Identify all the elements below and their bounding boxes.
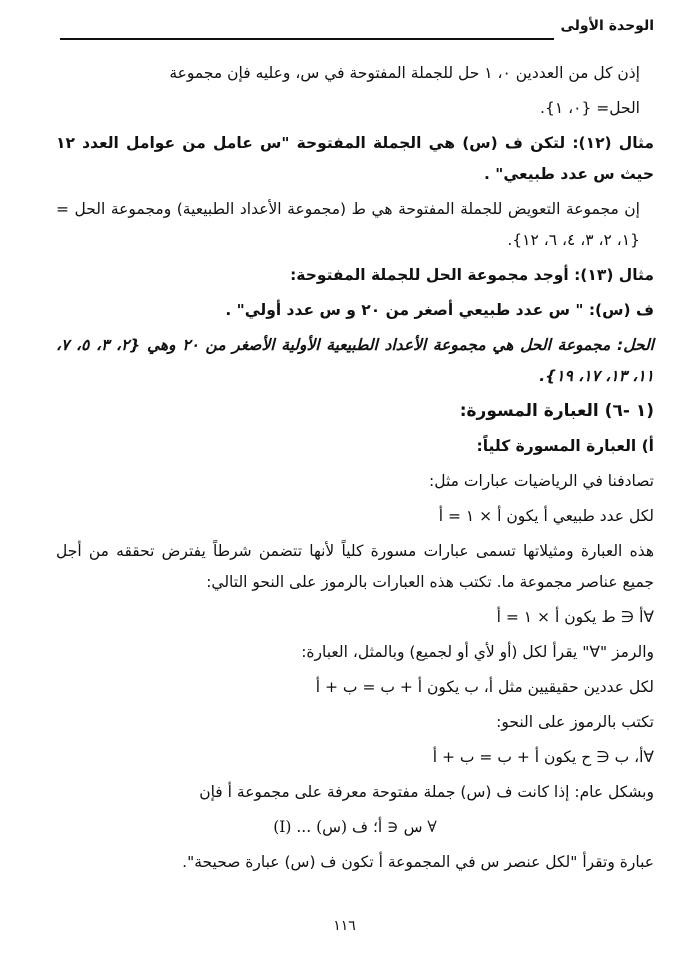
math-statement-1: لكل عدد طبيعي أ يكون أ × ١ = أ [438,507,654,525]
subsection-heading: أ) العبارة المسورة كلياً: [476,437,654,455]
open-sentence: ف (س): " س عدد طبيعي أصغر من ٢٠ و س عدد أولي" . [225,301,654,319]
example-13: مثال (١٣): أوجد مجموعة الحل للجملة المفتوحة: [290,266,654,284]
page-header [60,18,654,44]
math-statement-5: ∀ س ∈ أ؛ ف (س) ... (I) [273,818,437,836]
text-line-7: تكتب بالرموز على النحو: [496,713,654,731]
math-statement-4: ∀أ، ب ∈ ح يكون أ + ب = ب + أ [432,748,654,766]
math-statement-3: لكل عددين حقيقيين مثل أ، ب يكون أ + ب = ب + أ [315,678,654,696]
text-line-4: تصادفنا في الرياضيات عبارات مثل: [429,472,654,490]
text-line-8: وبشكل عام: إذا كانت ف (س) جملة مفتوحة معرفة على مجموعة أ فإن [199,783,654,801]
unit-title: الوحدة الأولى [560,18,654,34]
text-line-5: هذه العبارة ومثيلاتها تسمى عبارات مسورة كلياً لأنها تتضمن شرطاً يفترض تحققه من أجل جميع عناصر مجموعة ما. تكتب هذه العبارات بالرموز على النحو التالي: [56,542,654,591]
text-line-2: الحل= {٠، ١}. [540,99,640,117]
text-line-1: إذن كل من العددين ٠، ١ حل للجملة المفتوحة في س، وعليه فإن مجموعة [169,64,640,82]
page-body [56,58,654,882]
header-rule [60,38,554,40]
page-number: ١١٦ [333,918,356,934]
text-line-9: عبارة وتقرأ "لكل عنصر س في المجموعة أ تكون ف (س) عبارة صحيحة". [182,853,654,871]
text-line-6: والرمز "∀" يقرأ لكل (أو لأي أو لجميع) وبالمثل، العبارة: [301,643,654,661]
text-line-3: إن مجموعة التعويض للجملة المفتوحة هي ط (مجموعة الأعداد الطبيعية) ومجموعة الحل = {١، ٢، ٣، ٤، ٦، ١٢}. [56,200,640,249]
section-heading: (١ -٦) العبارة المسورة: [459,401,654,421]
math-statement-2: ∀أ ∈ ط يكون أ × ١ = أ [496,608,654,626]
solution-paragraph: الحل: مجموعة الحل هي مجموعة الأعداد الطبيعية الأولية الأصغر من ٢٠ وهي {٢، ٣، ٥، ٧، ١١، ١٣، ١٧، ١٩}. [56,336,654,385]
example-12: مثال (١٢): لتكن ف (س) هي الجملة المفتوحة "س عامل من عوامل العدد ١٢ حيث س عدد طبيعي" . [56,134,654,183]
